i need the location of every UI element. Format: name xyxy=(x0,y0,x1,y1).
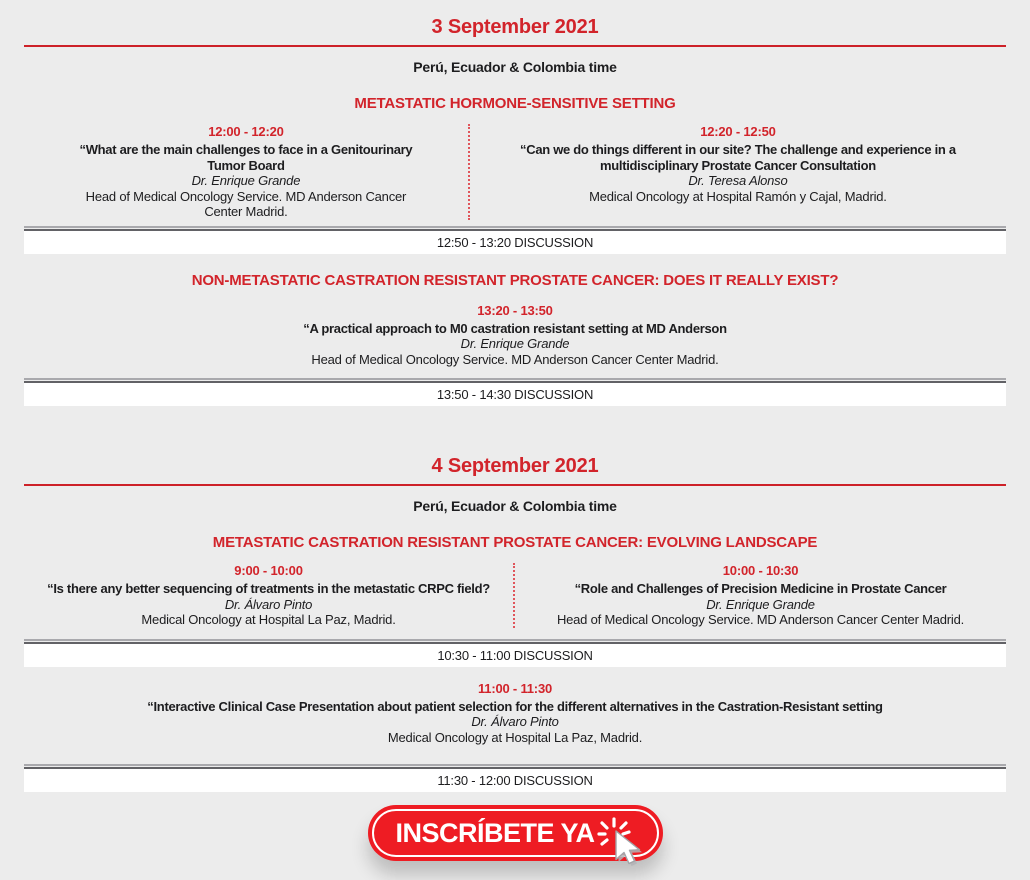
talk-time: 10:00 - 10:30 xyxy=(722,563,799,578)
talk-10-00 xyxy=(513,563,1006,628)
day-1-timezone: Perú, Ecuador & Colombia time xyxy=(413,59,617,75)
discussion-label: 12:50 - 13:20 DISCUSSION xyxy=(436,234,594,250)
talk-title: “What are the main challenges to face in a Genitourinary Tumor Board xyxy=(79,142,413,173)
talk-affiliation: Head of Medical Oncology Service. MD Anderson Cancer Center Madrid. xyxy=(311,351,719,367)
day-1-section-2-heading: NON-METASTATIC CASTRATION RESISTANT PROSTATE CANCER: DOES IT REALLY EXIST? xyxy=(191,271,839,289)
talk-time: 9:00 - 10:00 xyxy=(234,563,303,578)
day-1-section-1-heading: METASTATIC HORMONE-SENSITIVE SETTING xyxy=(354,95,676,112)
talk-time: 13:20 - 13:50 xyxy=(477,302,553,318)
day-1-date-title: 3 September 2021 xyxy=(431,16,599,38)
talk-title: “Is there any better sequencing of treatments in the metastatic CRPC field? xyxy=(47,581,490,596)
discussion-bar-1 xyxy=(24,229,1006,254)
talk-time: 12:20 - 12:50 xyxy=(700,124,776,139)
day-1-divider-rule xyxy=(24,45,1006,47)
day-2-timezone: Perú, Ecuador & Colombia time xyxy=(413,498,617,514)
discussion-label: 13:50 - 14:30 DISCUSSION xyxy=(436,387,594,402)
discussion-bar-2 xyxy=(24,381,1006,406)
day-2-date-title: 4 September 2021 xyxy=(431,455,599,477)
day-2-section-1-heading: METASTATIC CASTRATION RESISTANT PROSTATE CANCER: EVOLVING LANDSCAPE xyxy=(212,534,818,551)
talk-title: “Can we do things different in our site? The challenge and experience in a multidisciplinary Prostate Cancer Consultation xyxy=(520,142,956,173)
talk-affiliation: Medical Oncology at Hospital La Paz, Madrid. xyxy=(141,612,396,627)
discussion-label: 11:30 - 12:00 DISCUSSION xyxy=(437,773,593,788)
day-1-section-1-talks xyxy=(24,124,1006,220)
talk-13-20 xyxy=(24,303,1006,368)
day-2 xyxy=(24,455,1006,792)
talk-affiliation: Head of Medical Oncology Service. MD Anderson Cancer Center Madrid. xyxy=(556,612,965,627)
click-cursor-icon xyxy=(601,817,647,875)
talk-title: “Role and Challenges of Precision Medicine in Prostate Cancer xyxy=(574,581,947,596)
talk-affiliation: Medical Oncology at Hospital La Paz, Madrid. xyxy=(387,729,643,745)
talk-speaker: Dr. Enrique Grande xyxy=(191,173,301,188)
register-button-label: INSCRÍBETE YA xyxy=(395,817,595,848)
register-button[interactable] xyxy=(368,805,663,861)
cta-container xyxy=(24,805,1006,861)
discussion-label: 10:30 - 11:00 DISCUSSION xyxy=(437,647,593,663)
talk-time: 11:00 - 11:30 xyxy=(477,680,553,696)
day-1 xyxy=(24,0,1006,406)
talk-speaker: Dr. Enrique Grande xyxy=(460,336,570,351)
talk-12-00 xyxy=(24,124,468,220)
talk-speaker: Dr. Álvaro Pinto xyxy=(471,714,559,729)
discussion-bar-3 xyxy=(24,642,1006,667)
talk-speaker: Dr. Teresa Alonso xyxy=(688,173,788,188)
talk-11-00 xyxy=(24,681,1006,746)
talk-time: 12:00 - 12:20 xyxy=(208,124,284,139)
talk-12-20 xyxy=(468,124,1006,220)
discussion-bar-4 xyxy=(24,767,1006,792)
talk-title: “Interactive Clinical Case Presentation about patient selection for the different alternatives in the Castration-Resistant setting xyxy=(147,698,883,714)
talk-affiliation: Head of Medical Oncology Service. MD Anderson Cancer Center Madrid. xyxy=(85,188,407,219)
talk-9-00 xyxy=(24,563,513,628)
day-2-section-1-talks xyxy=(24,563,1006,628)
day-2-divider-rule xyxy=(24,484,1006,486)
talk-speaker: Dr. Álvaro Pinto xyxy=(224,596,313,612)
talk-affiliation: Medical Oncology at Hospital Ramón y Cajal, Madrid. xyxy=(589,188,887,204)
talk-title: “A practical approach to M0 castration resistant setting at MD Anderson xyxy=(303,320,727,336)
talk-speaker: Dr. Enrique Grande xyxy=(706,596,815,612)
